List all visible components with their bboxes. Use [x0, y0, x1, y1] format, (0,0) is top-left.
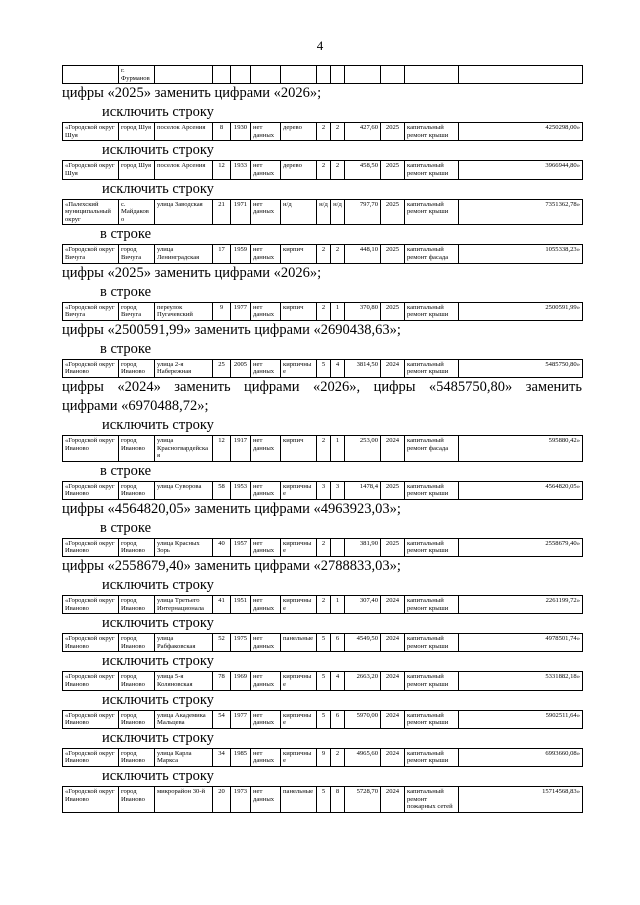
table-cell: город Иваново — [119, 634, 155, 652]
table-cell: 1975 — [231, 634, 251, 652]
table-cell: город Шуя — [119, 123, 155, 141]
table-cell: улица Рабфаковская — [155, 634, 213, 652]
table-cell: 78 — [213, 672, 231, 690]
table-cell: поселок Арсения — [155, 123, 213, 141]
table-cell — [459, 66, 583, 84]
table-cell: капитальный ремонт фасада — [405, 435, 459, 461]
table-cell: «Городской округ Иваново — [63, 748, 119, 766]
table-cell: 3966944,80» — [459, 161, 583, 179]
table-cell: переулок Пугачевский — [155, 302, 213, 320]
table-cell: 2 — [317, 302, 331, 320]
table-cell: 1973 — [231, 787, 251, 813]
table-cell: 2500591,99» — [459, 302, 583, 320]
table-cell: дерево — [281, 161, 317, 179]
table-cell: город Иваново — [119, 596, 155, 614]
table-cell: город Иваново — [119, 787, 155, 813]
table-cell: 9 — [317, 748, 331, 766]
table-row — [62, 244, 583, 263]
table-row — [62, 786, 583, 813]
table-cell: улица Красногвардейская — [155, 435, 213, 461]
table-cell: с. Майдаково — [119, 199, 155, 225]
table-cell: «Городской округ Иваново — [63, 710, 119, 728]
table-cell: 3 — [317, 481, 331, 499]
table-cell: 1933 — [231, 161, 251, 179]
table-cell: капитальный ремонт крыши — [405, 710, 459, 728]
table-cell: 458,50 — [345, 161, 381, 179]
table-cell: 8 — [213, 123, 231, 141]
table-row — [62, 481, 583, 500]
table-cell: нет данных — [251, 302, 281, 320]
table-cell: капитальный ремонт крыши — [405, 672, 459, 690]
table-row — [62, 748, 583, 767]
table-cell — [317, 66, 331, 84]
table-cell: кирпич — [281, 435, 317, 461]
table-cell — [381, 66, 405, 84]
table-row — [62, 710, 583, 729]
table-cell: 2025 — [381, 538, 405, 556]
table-cell: 2024 — [381, 672, 405, 690]
table-cell: нет данных — [251, 710, 281, 728]
table-cell: 9 — [213, 302, 231, 320]
instruction-text: исключить строку — [102, 577, 214, 594]
table-cell: 25 — [213, 359, 231, 377]
table-cell: «Городской округ Шуя — [63, 161, 119, 179]
table-cell — [331, 538, 345, 556]
table-cell: капитальный ремонт крыши — [405, 123, 459, 141]
table-cell: 427,60 — [345, 123, 381, 141]
table-cell: поселок Арсения — [155, 161, 213, 179]
table-cell: 2 — [317, 161, 331, 179]
table-cell: 1917 — [231, 435, 251, 461]
table-cell: 5 — [317, 787, 331, 813]
table-cell: улица Красных Зорь — [155, 538, 213, 556]
table-cell: кирпичные — [281, 710, 317, 728]
table-row — [62, 435, 583, 462]
table-cell: «Городской округ Иваново — [63, 634, 119, 652]
table-cell: город Иваново — [119, 672, 155, 690]
table-cell: н/д — [281, 199, 317, 225]
table-cell: 2024 — [381, 596, 405, 614]
table-cell: город Иваново — [119, 481, 155, 499]
table-cell: 381,90 — [345, 538, 381, 556]
table-cell: 1930 — [231, 123, 251, 141]
table-cell: 6 — [331, 634, 345, 652]
table-cell: улица Третьего Интернационала — [155, 596, 213, 614]
table-cell: «Городской округ Иваново — [63, 359, 119, 377]
table-cell: 2025 — [381, 199, 405, 225]
instruction-text: исключить строку — [102, 653, 214, 670]
instruction-text: исключить строку — [102, 615, 214, 632]
instruction-text: исключить строку — [102, 768, 214, 784]
table-cell: капитальный ремонт крыши — [405, 302, 459, 320]
table-cell — [155, 66, 213, 84]
table-cell: 1985 — [231, 748, 251, 766]
table-cell: 6993660,08» — [459, 748, 583, 766]
page-number: 4 — [316, 38, 324, 53]
table-cell: 2 — [331, 161, 345, 179]
table-cell: 3814,50 — [345, 359, 381, 377]
table-cell: 2 — [317, 435, 331, 461]
document-body — [62, 65, 582, 813]
table-cell: панельные — [281, 634, 317, 652]
table-cell: «Городской округ Иваново — [63, 787, 119, 813]
table-cell: 34 — [213, 748, 231, 766]
table-cell: 5 — [317, 359, 331, 377]
instruction-text: в строке — [100, 519, 152, 536]
table-cell: 15714568,83» — [459, 787, 583, 813]
table-cell: 1977 — [231, 710, 251, 728]
table-cell: 797,70 — [345, 199, 381, 225]
table-cell: 2025 — [381, 302, 405, 320]
table-cell: 2005 — [231, 359, 251, 377]
table-cell: «Городской округ Иваново — [63, 672, 119, 690]
table-cell: «Городской округ Шуя — [63, 123, 119, 141]
table-cell: 5728,70 — [345, 787, 381, 813]
table-cell: 5485750,80» — [459, 359, 583, 377]
table-row — [62, 633, 583, 652]
table-cell: 1969 — [231, 672, 251, 690]
table-cell: 2024 — [381, 634, 405, 652]
table-cell: кирпич — [281, 302, 317, 320]
table-cell: 17 — [213, 245, 231, 263]
table-cell: н/д — [331, 199, 345, 225]
table-cell: кирпичные — [281, 672, 317, 690]
table-cell: город Иваново — [119, 710, 155, 728]
instruction-text: цифры «2025» заменить цифрами «2026»; — [62, 264, 322, 281]
table-cell — [213, 66, 231, 84]
table-row — [62, 65, 583, 84]
table-cell: 2 — [331, 748, 345, 766]
table-cell: улица 5-я Коляновская — [155, 672, 213, 690]
table-cell: 2025 — [381, 481, 405, 499]
table-cell: 2025 — [381, 245, 405, 263]
table-cell: улица Ленинградская — [155, 245, 213, 263]
table-cell: капитальный ремонт крыши — [405, 538, 459, 556]
table-cell: «Городской округ Иваново — [63, 481, 119, 499]
table-cell: дерево — [281, 123, 317, 141]
table-cell: нет данных — [251, 199, 281, 225]
table-cell: 2024 — [381, 787, 405, 813]
table-cell: капитальный ремонт крыши — [405, 161, 459, 179]
table-cell: улица Карла Маркса — [155, 748, 213, 766]
table-cell: 5 — [317, 672, 331, 690]
table-cell: 1977 — [231, 302, 251, 320]
table-cell: нет данных — [251, 596, 281, 614]
instruction-text: исключить строку — [102, 180, 214, 197]
table-cell: 2024 — [381, 748, 405, 766]
table-cell: капитальный ремонт крыши — [405, 634, 459, 652]
table-cell: улица Суворова — [155, 481, 213, 499]
table-cell: микрорайон 30-й — [155, 787, 213, 813]
instruction-text: исключить строку — [102, 142, 214, 159]
table-cell: 4250298,00» — [459, 123, 583, 141]
table-cell — [231, 66, 251, 84]
instruction-text: цифры «2558679,40» заменить цифрами «2788833,03»; — [62, 558, 401, 575]
table-cell: 2 — [331, 245, 345, 263]
table-cell: 1951 — [231, 596, 251, 614]
table-cell: 4564820,05» — [459, 481, 583, 499]
table-cell: нет данных — [251, 161, 281, 179]
table-cell: город Иваново — [119, 538, 155, 556]
table-cell: нет данных — [251, 435, 281, 461]
table-cell: 307,40 — [345, 596, 381, 614]
table-cell: 8 — [331, 787, 345, 813]
table-cell: капитальный ремонт крыши — [405, 199, 459, 225]
table-cell: нет данных — [251, 538, 281, 556]
table-cell: 1959 — [231, 245, 251, 263]
table-cell — [281, 66, 317, 84]
table-row — [62, 160, 583, 179]
table-cell: 54 — [213, 710, 231, 728]
table-cell: 2 — [331, 123, 345, 141]
table-cell — [251, 66, 281, 84]
table-cell: 4549,50 — [345, 634, 381, 652]
instruction-text: цифры «2025» заменить цифрами «2026»; — [62, 85, 322, 102]
table-cell: 4978501,74» — [459, 634, 583, 652]
table-cell: 2 — [317, 596, 331, 614]
table-cell: 595880,42» — [459, 435, 583, 461]
table-cell: капитальный ремонт фасада — [405, 245, 459, 263]
table-cell: 2024 — [381, 435, 405, 461]
table-cell: 5 — [317, 710, 331, 728]
table-cell: г. Фурманов — [119, 66, 155, 84]
table-cell: 7351362,78» — [459, 199, 583, 225]
table-cell: 1 — [331, 302, 345, 320]
table-cell: н/д — [317, 199, 331, 225]
table-cell: нет данных — [251, 672, 281, 690]
table-cell: кирпич — [281, 245, 317, 263]
table-cell: 2 — [317, 123, 331, 141]
table-row — [62, 595, 583, 614]
table-cell: нет данных — [251, 359, 281, 377]
table-cell: 5970,00 — [345, 710, 381, 728]
table-cell: капитальный ремонт пожарных сетей — [405, 787, 459, 813]
table-cell: 12 — [213, 161, 231, 179]
table-cell: 21 — [213, 199, 231, 225]
table-cell: улица Заводская — [155, 199, 213, 225]
table-cell: 2558679,40» — [459, 538, 583, 556]
table-cell: улица Академика Мальцева — [155, 710, 213, 728]
table-cell: 1971 — [231, 199, 251, 225]
table-cell: 20 — [213, 787, 231, 813]
table-cell: город Иваново — [119, 748, 155, 766]
instruction-text: исключить строку — [102, 691, 214, 708]
table-cell: 41 — [213, 596, 231, 614]
table-cell: 2261199,72» — [459, 596, 583, 614]
instruction-text: в строке — [100, 462, 152, 479]
instruction-text: исключить строку — [102, 729, 214, 746]
table-cell: город Вичуга — [119, 245, 155, 263]
table-cell: 5331882,18» — [459, 672, 583, 690]
table-cell: «Палехский муниципальный округ — [63, 199, 119, 225]
table-cell: 6 — [331, 710, 345, 728]
table-cell: 2024 — [381, 710, 405, 728]
table-row — [62, 122, 583, 141]
instruction-text: цифры «2024» заменить цифрами «2026», цифры «5485750,80» заменить — [62, 378, 582, 395]
table-cell: кирпичные — [281, 748, 317, 766]
table-cell — [345, 66, 381, 84]
table-cell: 12 — [213, 435, 231, 461]
table-cell: кирпичные — [281, 538, 317, 556]
table-cell — [331, 66, 345, 84]
table-cell: нет данных — [251, 748, 281, 766]
table-cell: 2025 — [381, 161, 405, 179]
table-cell: улица 2-я Набережная — [155, 359, 213, 377]
table-cell: 1478,4 — [345, 481, 381, 499]
table-cell: «Городской округ Вичуга — [63, 245, 119, 263]
table-cell: капитальный ремонт крыши — [405, 748, 459, 766]
table-cell: 2663,20 — [345, 672, 381, 690]
table-cell: капитальный ремонт крыши — [405, 359, 459, 377]
table-cell: 4 — [331, 359, 345, 377]
instruction-text: в строке — [100, 283, 152, 300]
table-cell: 2025 — [381, 123, 405, 141]
table-cell: нет данных — [251, 787, 281, 813]
table-cell: 1 — [331, 435, 345, 461]
table-row — [62, 671, 583, 690]
table-cell — [405, 66, 459, 84]
table-cell: 4 — [331, 672, 345, 690]
table-cell: 253,00 — [345, 435, 381, 461]
table-cell: капитальный ремонт крыши — [405, 596, 459, 614]
table-cell: 2 — [317, 538, 331, 556]
table-cell: 1957 — [231, 538, 251, 556]
table-cell: 448,10 — [345, 245, 381, 263]
table-cell: 5902511,64» — [459, 710, 583, 728]
table-cell: нет данных — [251, 481, 281, 499]
table-cell: 2 — [317, 245, 331, 263]
table-cell: 5 — [317, 634, 331, 652]
table-cell: нет данных — [251, 123, 281, 141]
instruction-text: в строке — [100, 226, 152, 243]
table-cell: панельные — [281, 787, 317, 813]
table-cell: 3 — [331, 481, 345, 499]
instruction-text: исключить строку — [102, 104, 214, 121]
table-cell: 1 — [331, 596, 345, 614]
table-cell: кирпичные — [281, 359, 317, 377]
table-row — [62, 302, 583, 321]
table-cell: 4965,60 — [345, 748, 381, 766]
table-cell: 1055338,23» — [459, 245, 583, 263]
table-cell: кирпичные — [281, 596, 317, 614]
table-cell: 370,80 — [345, 302, 381, 320]
instruction-text: цифры «4564820,05» заменить цифрами «4963923,03»; — [62, 500, 401, 517]
table-cell — [63, 66, 119, 84]
table-cell: 58 — [213, 481, 231, 499]
table-cell: «Городской округ Иваново — [63, 435, 119, 461]
table-cell: нет данных — [251, 634, 281, 652]
table-cell: «Городской округ Иваново — [63, 538, 119, 556]
table-row — [62, 199, 583, 226]
instruction-text: исключить строку — [102, 416, 214, 433]
table-cell: 40 — [213, 538, 231, 556]
table-cell: город Иваново — [119, 359, 155, 377]
table-cell: «Городской округ Иваново — [63, 596, 119, 614]
table-cell: город Шуя — [119, 161, 155, 179]
table-cell: город Вичуга — [119, 302, 155, 320]
table-cell: город Иваново — [119, 435, 155, 461]
table-row — [62, 359, 583, 378]
table-cell: «Городской округ Вичуга — [63, 302, 119, 320]
table-cell: 1953 — [231, 481, 251, 499]
table-cell: 2024 — [381, 359, 405, 377]
table-cell: 52 — [213, 634, 231, 652]
instruction-text: цифры «2500591,99» заменить цифрами «2690438,63»; — [62, 321, 401, 338]
table-cell: нет данных — [251, 245, 281, 263]
table-row — [62, 538, 583, 557]
instruction-text: цифрами «6970488,72»; — [62, 397, 209, 414]
table-cell: капитальный ремонт крыши — [405, 481, 459, 499]
table-cell: кирпичные — [281, 481, 317, 499]
instruction-text: в строке — [100, 340, 152, 357]
